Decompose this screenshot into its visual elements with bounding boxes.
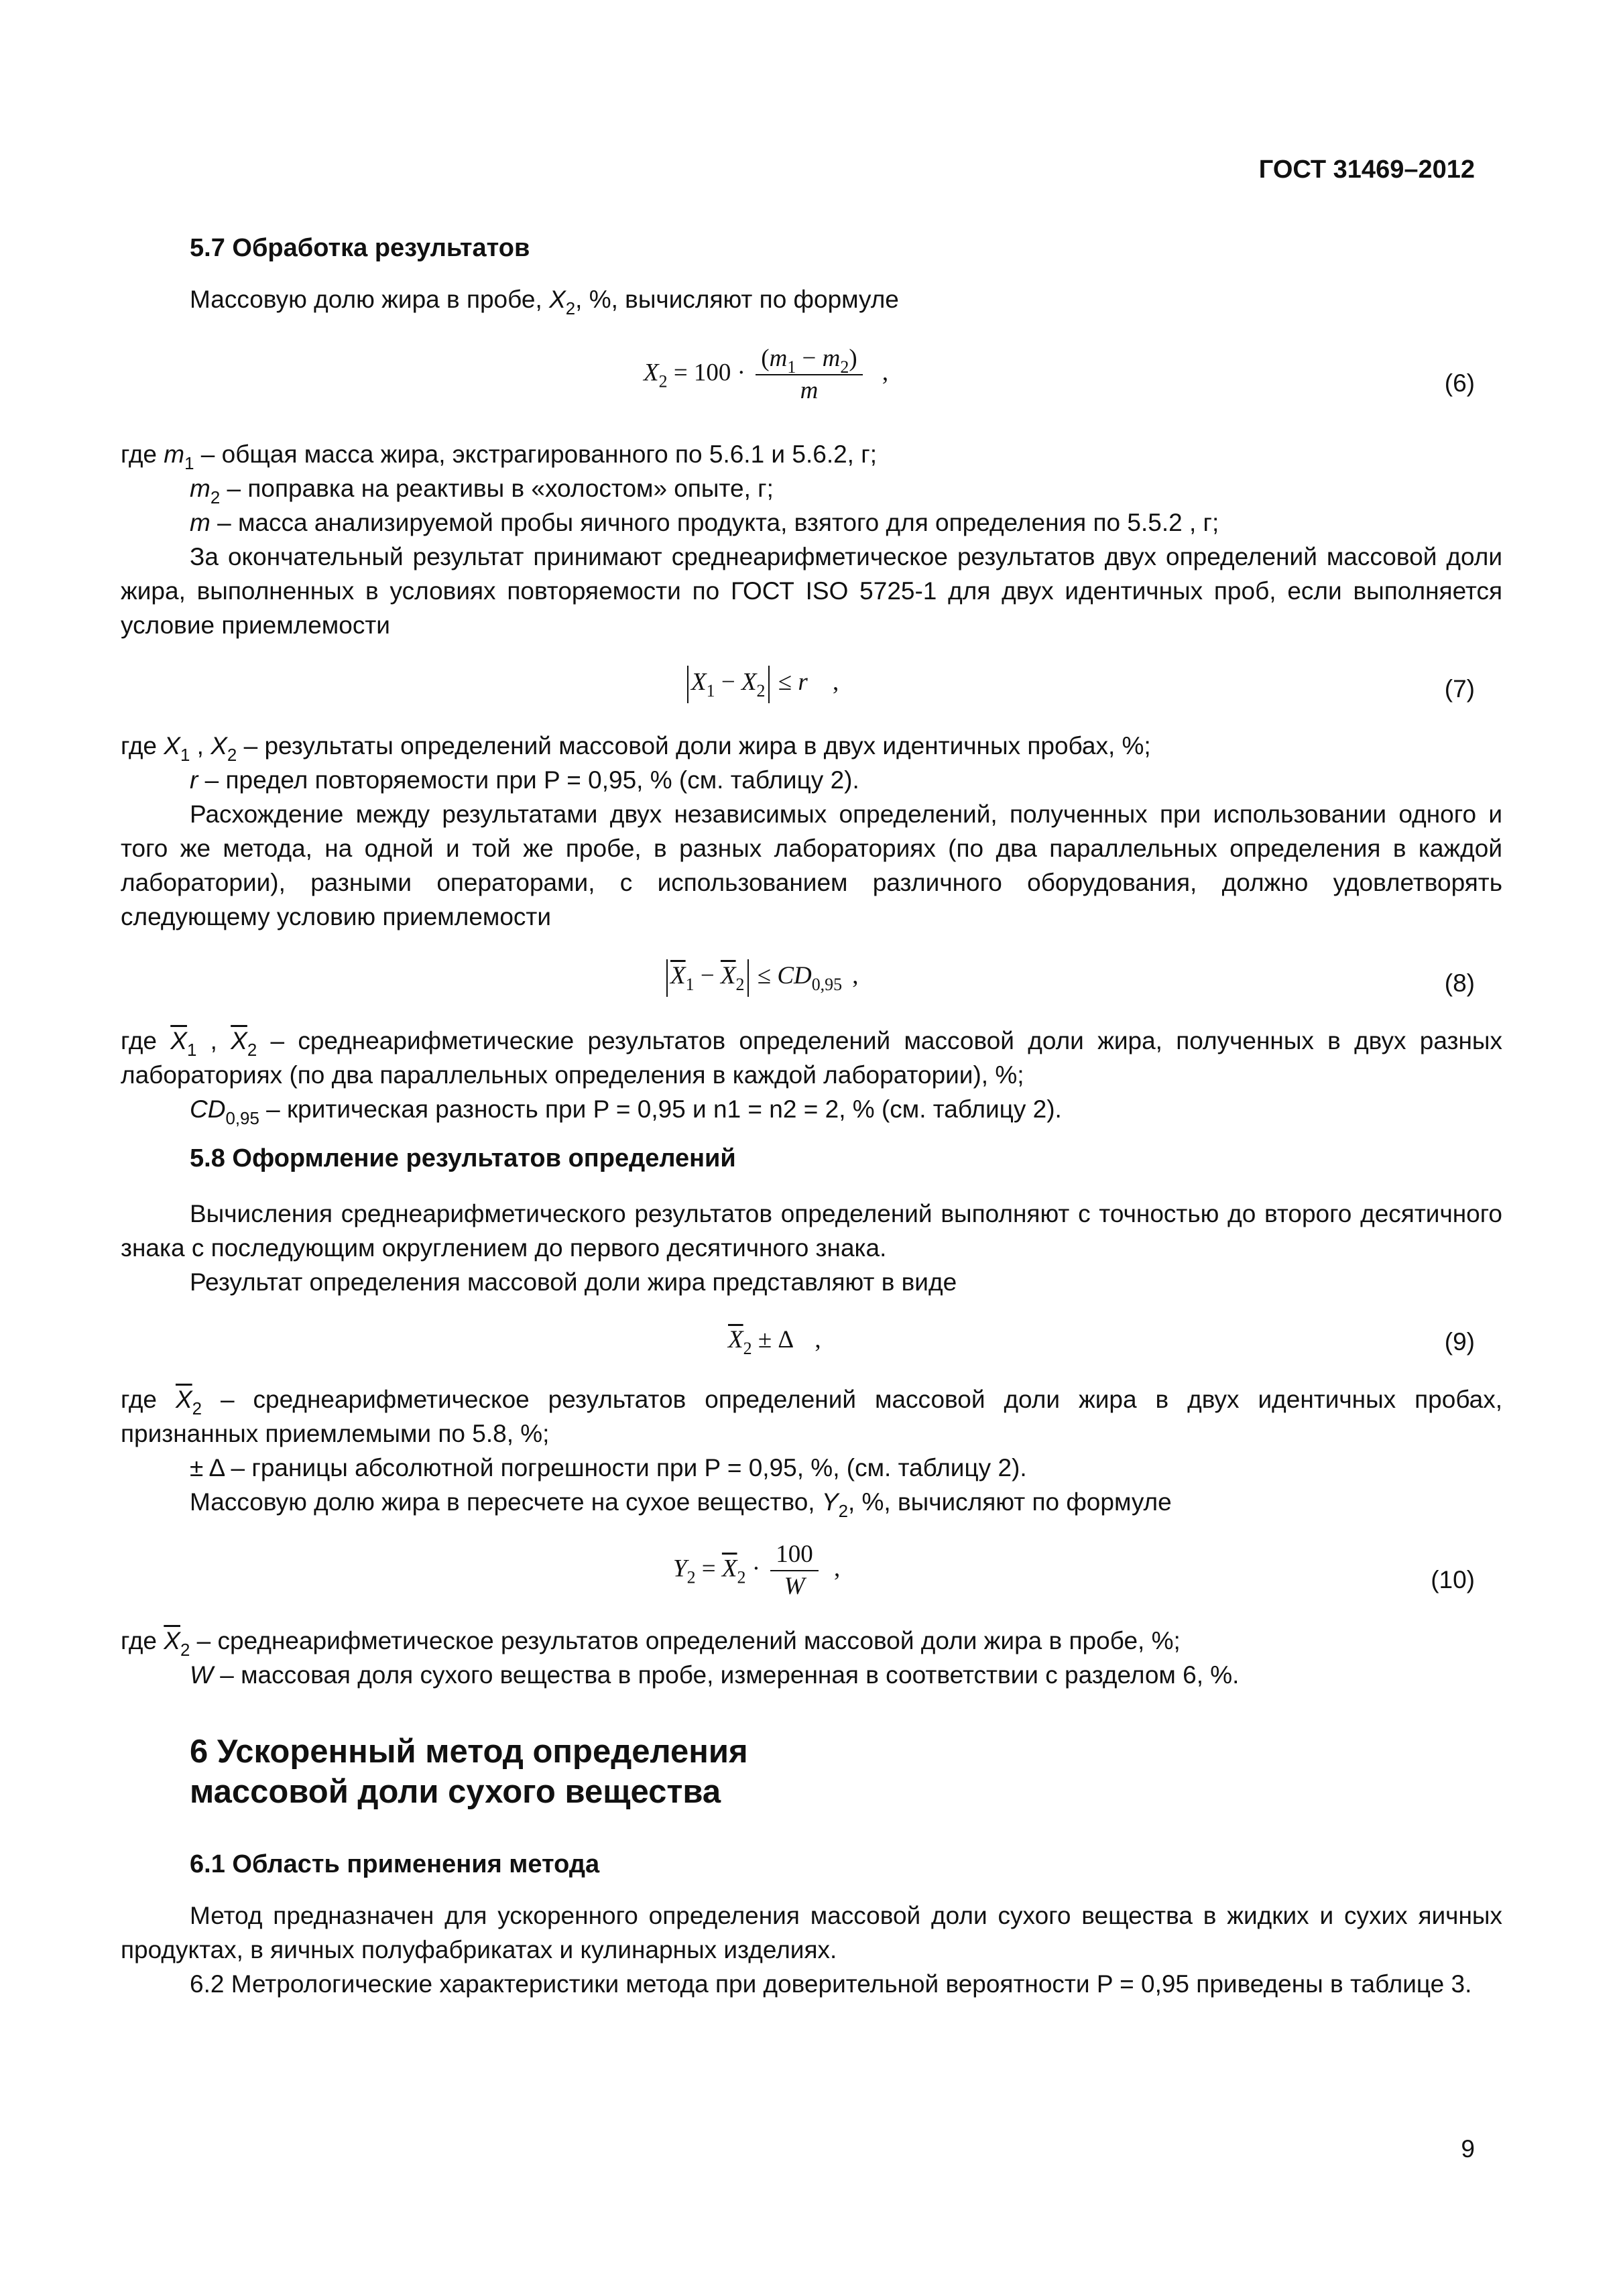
intro-text-b: , %, вычисляют по формуле [575, 286, 899, 313]
where-10-x: где $\overline{X}_2$ – среднеарифметическое результатов определений массовой доли жира в пробе, %; [121, 1627, 1181, 1660]
equation-number-6: (6) [1444, 369, 1475, 397]
where-6-m: m – масса анализируемой пробы яичного продукта, взятого для определения по 5.5.2 , г; [190, 509, 1219, 536]
section-6-title-line-2: массовой доли сухого вещества [190, 1774, 721, 1810]
section-6-2-paragraph: 6.2 Метрологические характеристики метода при доверительной вероятности P = 0,95 приведены в таблице 3. [190, 1970, 1472, 1998]
where-6-m1: где $m_1$ – общая масса жира, экстрагированного по 5.6.1 и 5.6.2, г; [121, 440, 878, 473]
where-10-w: W – массовая доля сухого вещества в пробе, измеренная в соответствии с разделом 6, %. [190, 1661, 1240, 1689]
section-5-8-paragraph-2: Результат определения массовой доли жира представляют в виде [190, 1268, 957, 1296]
page-number: 9 [1461, 2135, 1475, 2163]
where-6-m2: $m_2$ – поправка на реактивы в «холостом» опыте, г; [190, 475, 774, 507]
section-5-7-paragraph-3: Расхождение между результатами двух независимых определений, полученных при использовании одного и того же метода, на одной и той же пробе, в разных лабораториях (по два параллельных определения в каждой лаборатории), разными операторами, с использованием различного оборудования, должно удовлетворять следующему условию приемлемости [121, 800, 1502, 930]
section-6-title-line-1: 6 Ускоренный метод определения [190, 1734, 748, 1770]
section-6-1-title: 6.1 Область применения метода [190, 1850, 600, 1878]
where-7-x: где $X_1$ , $X_2$ – результаты определений массовой доли жира в двух идентичных пробах, %; [121, 732, 1151, 765]
formula-9: $\overline{X}_2 \pm \Delta$ , [728, 1326, 821, 1358]
section-5-7-title: 5.7 Обработка результатов [190, 234, 530, 262]
document-id-header: ГОСТ 31469–2012 [1258, 156, 1475, 184]
where-8-cd: $CD_{0,95}$ – критическая разность при P = 0,95 и n1 = n2 = 2, % (см. таблицу 2). [190, 1095, 1062, 1128]
equation-number-9: (9) [1444, 1328, 1475, 1355]
section-5-7-intro: Массовую долю жира в пробе, $X_2$, %, вычисляют по формуле [190, 286, 899, 318]
formula-8: $\overline{X}_1 - \overline{X}_2 \le CD_{0,95}$ , [664, 959, 859, 997]
formula-10: $Y_2 = \overline{X}_2$ · $\frac{100}{W}$ , [673, 1539, 840, 1602]
equation-number-7: (7) [1444, 675, 1475, 703]
where-7-r: r – предел повторяемости при P = 0,95, % (см. таблицу 2). [190, 766, 859, 794]
where-9-x: где $\overline{X}_2$ – среднеарифметическое результатов определений массовой доли жира в двух идентичных пробах, признанных приемлемыми по 5.8, %; [121, 1386, 1503, 1447]
formula-6-fraction: $\frac{(m_1 - m_2)}{m}$ [756, 343, 862, 406]
formula-10-fraction: $\frac{100}{W}$ [770, 1539, 819, 1602]
section-5-8-title: 5.8 Оформление результатов определений [190, 1144, 736, 1172]
formula-7: $X_1 - X_2 \le r$ , [684, 665, 839, 703]
section-5-8-paragraph-3: Массовую долю жира в пересчете на сухое вещество, $Y_2$, %, вычисляют по формуле [190, 1488, 1172, 1521]
equation-number-8: (8) [1444, 969, 1475, 997]
section-5-8-paragraph-1: Вычисления среднеарифметического результатов определений выполняют с точностью до второго десятичного знака с последующим округлением до первого десятичного знака. [121, 1200, 1502, 1262]
section-5-7-paragraph-2: За окончательный результат принимают среднеарифметическое результатов двух определений массовой доли жира, выполненных в условиях повторяемости по ГОСТ ISO 5725-1 для двух идентичных проб, если выполняется условие приемлемости [121, 543, 1502, 639]
where-8-x: где $\overline{X}_1$ , $\overline{X}_2$ – среднеарифметические результатов определений массовой доли жира, полученных в двух разных лабораториях (по два параллельных определения в каждой лаборатории), %; [121, 1027, 1503, 1089]
where-9-delta: ± Δ – границы абсолютной погрешности при P = 0,95, %, (см. таблицу 2). [190, 1454, 1027, 1482]
intro-text-a: Массовую долю жира в пробе, [190, 286, 550, 313]
formula-6: $X_2 = 100$ · $\frac{(m_1 - m_2)}{m}$ , [644, 343, 888, 406]
section-6-1-paragraph: Метод предназначен для ускоренного определения массовой доли сухого вещества в жидких и сухих яичных продуктах, в яичных полуфабрикатах и кулинарных изделиях. [121, 1902, 1502, 1963]
equation-number-10: (10) [1431, 1566, 1475, 1593]
